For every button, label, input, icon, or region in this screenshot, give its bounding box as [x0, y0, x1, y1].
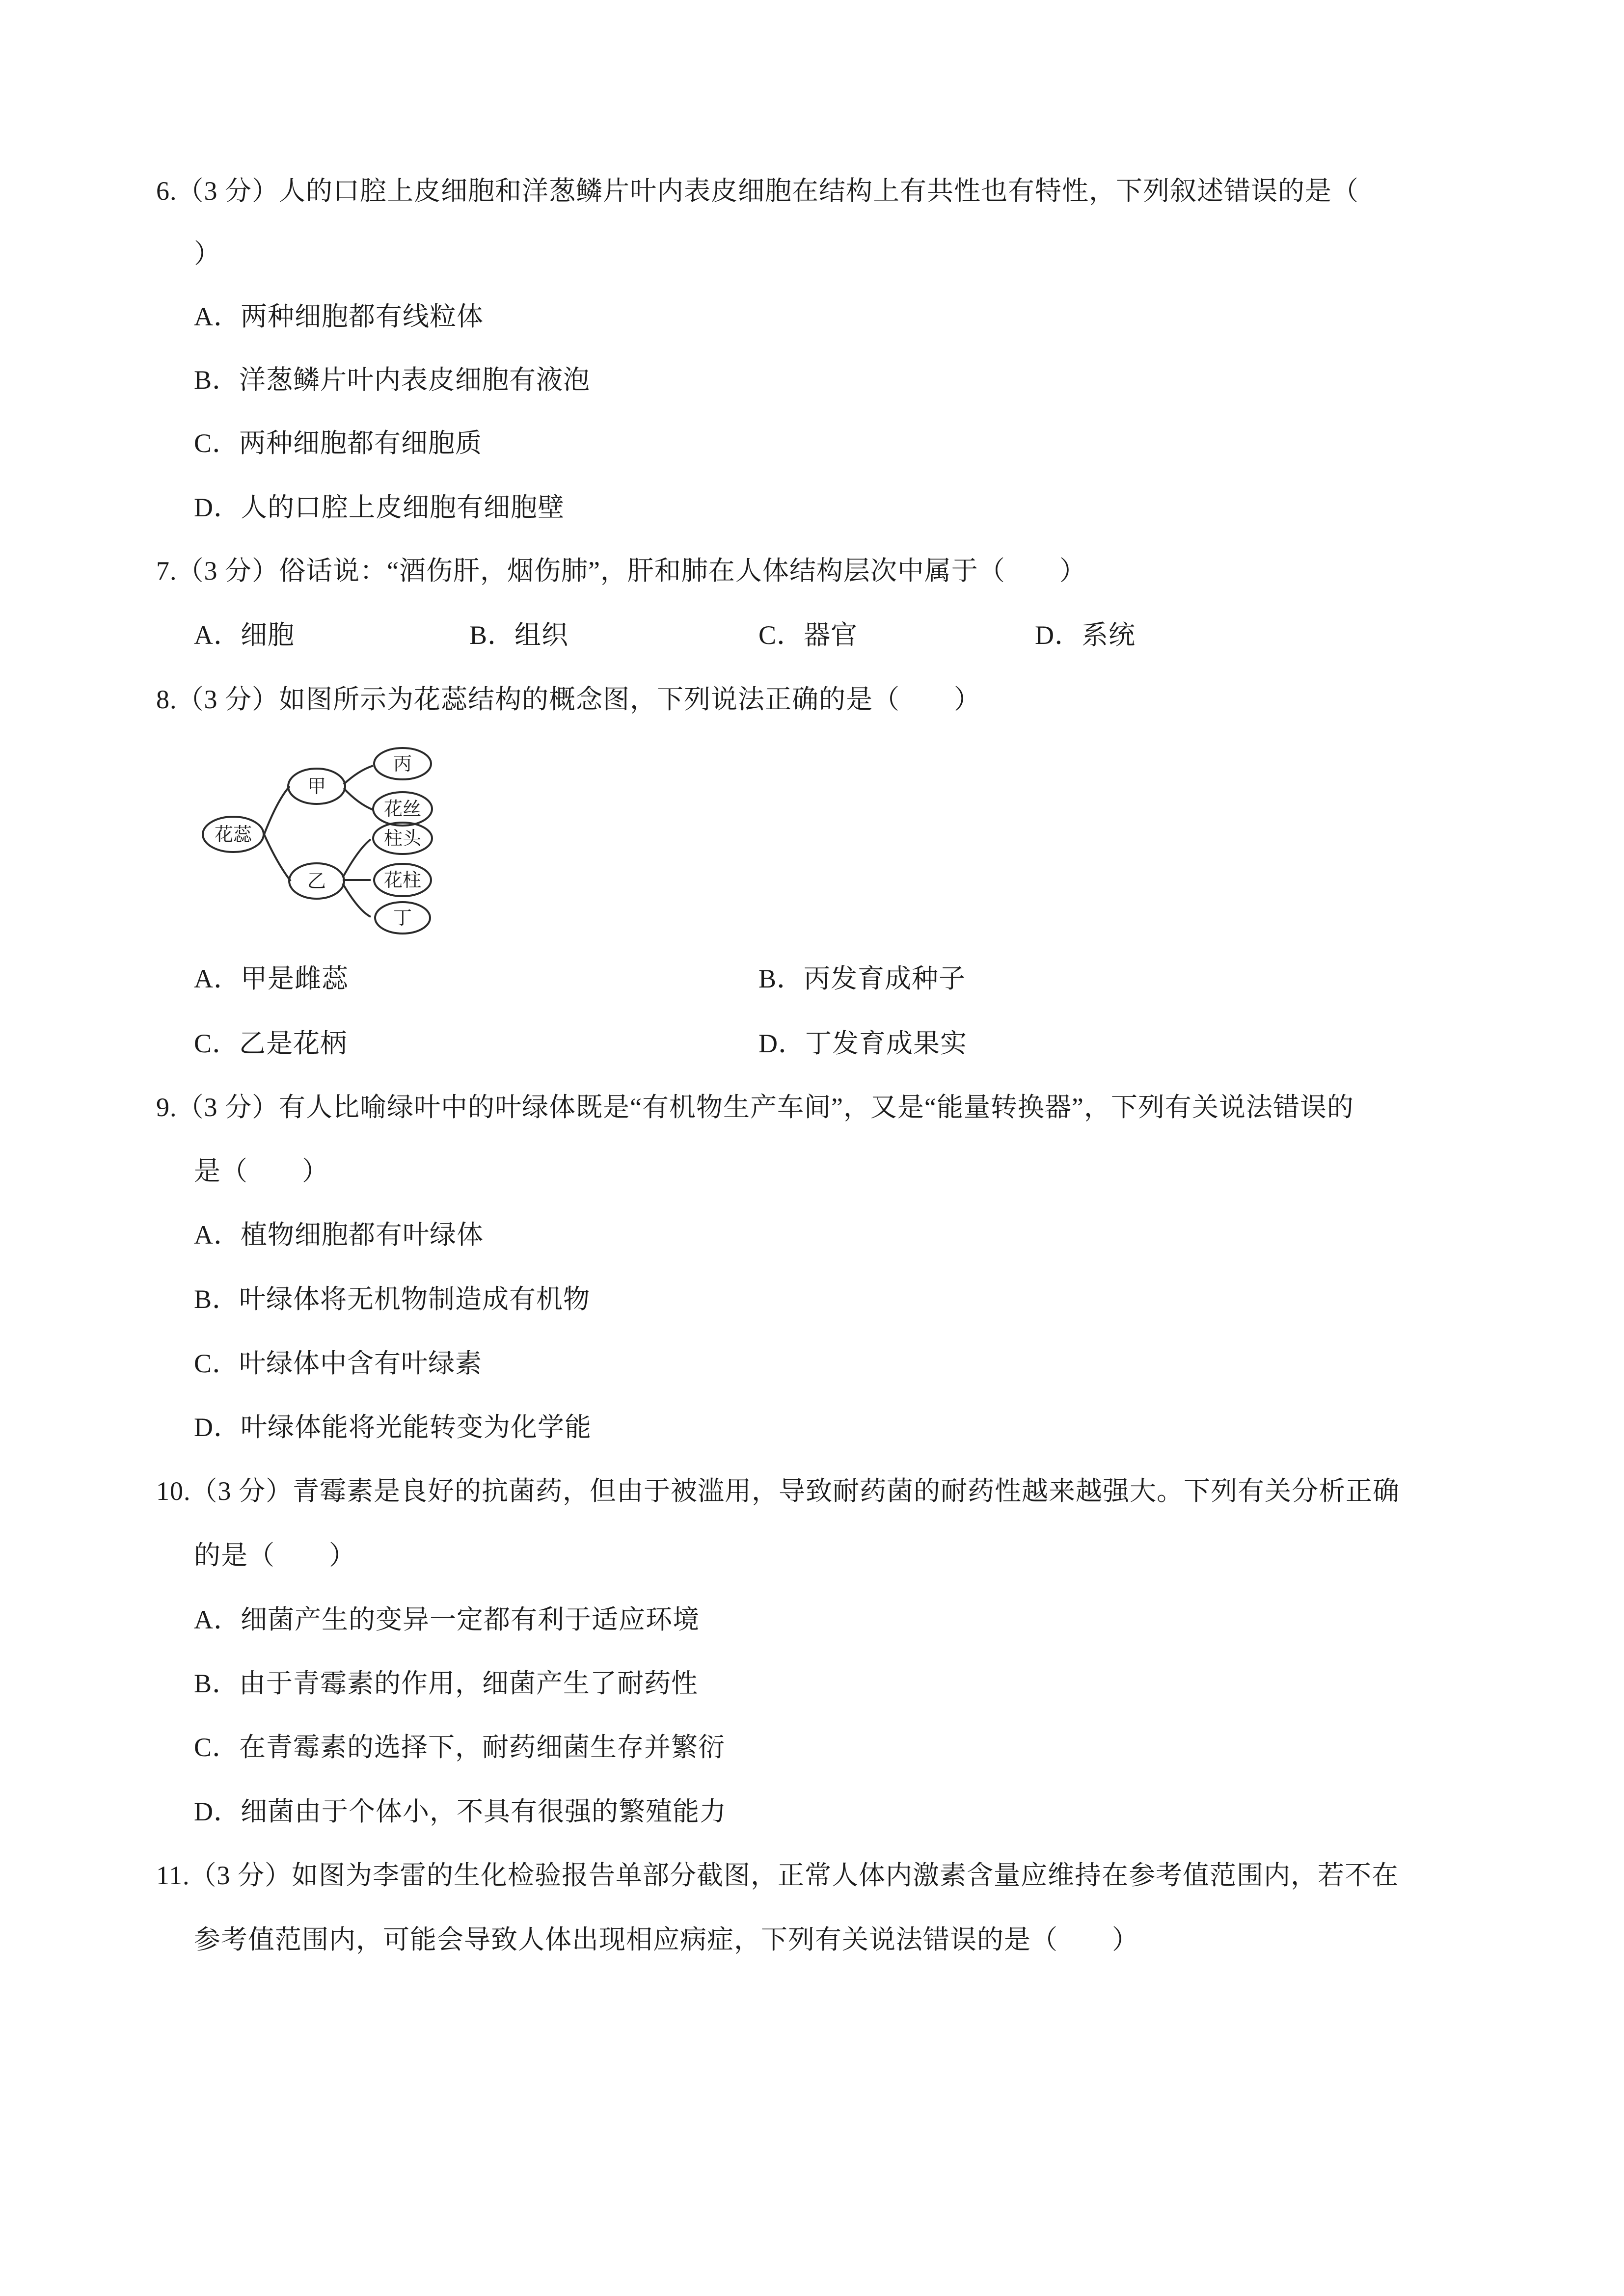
connector-root-branch1 — [264, 786, 290, 834]
node-leaf2-1-label: 柱头 — [383, 828, 422, 849]
question-7-option-a: A．细胞 — [194, 620, 295, 650]
question-11-stem: 11.（3 分）如图为李雷的生化检验报告单部分截图，正常人体内激素含量应维持在参考值范围内，若不在 — [156, 1861, 1399, 1890]
question-7-option-c: C．器官 — [758, 620, 858, 650]
question-8-stem: 8.（3 分）如图所示为花蕊结构的概念图，下列说法正确的是（ ） — [156, 685, 981, 714]
question-9-option-d: D．叶绿体能将光能转变为化学能 — [194, 1413, 592, 1442]
question-7-option-b: B．组织 — [469, 620, 569, 650]
question-10-option-d: D．细菌由于个体小，不具有很强的繁殖能力 — [194, 1797, 727, 1826]
connector-root-branch2 — [264, 834, 291, 881]
question-10-stem-cont: 的是（ ） — [194, 1541, 356, 1570]
node-branch2-label: 乙 — [307, 870, 326, 892]
question-6-option-d: D．人的口腔上皮细胞有细胞壁 — [194, 493, 565, 522]
question-10-option-b: B．由于青霉素的作用，细菌产生了耐药性 — [194, 1669, 699, 1698]
node-branch1-label: 甲 — [307, 775, 326, 797]
connector-branch2-leaf1 — [343, 839, 371, 878]
question-6-option-b: B．洋葱鳞片叶内表皮细胞有液泡 — [194, 365, 591, 395]
question-11-stem-cont: 参考值范围内，可能会导致人体出现相应病症，下列有关说法错误的是（ ） — [194, 1925, 1139, 1954]
question-7-stem: 7.（3 分）俗话说：“酒伤肝，烟伤肺”，肝和肺在人体结构层次中属于（ ） — [156, 556, 1086, 586]
connector-branch2-leaf3 — [343, 883, 371, 917]
question-8-option-c: C．乙是花柄 — [194, 1029, 348, 1058]
question-7-option-d: D．系统 — [1035, 620, 1136, 650]
stamen-concept-diagram — [196, 741, 452, 942]
question-9-stem: 9.（3 分）有人比喻绿叶中的叶绿体既是“有机物生产车间”，又是“能量转换器”，下列有关说法错误的 — [156, 1093, 1354, 1122]
node-leaf2-3-label: 丁 — [393, 907, 412, 929]
connector-branch1-leaf2 — [344, 788, 373, 810]
question-6-stem: 6.（3 分）人的口腔上皮细胞和洋葱鳞片叶内表皮细胞在结构上有共性也有特性，下列叙述错误的是（ — [156, 176, 1359, 206]
question-10-option-a: A．细菌产生的变异一定都有利于适应环境 — [194, 1605, 700, 1634]
question-6-stem-cont: ） — [194, 239, 221, 268]
question-9-stem-cont: 是（ ） — [194, 1156, 329, 1186]
question-9-option-b: B．叶绿体将无机物制造成有机物 — [194, 1284, 591, 1314]
question-10-option-c: C．在青霉素的选择下，耐药细菌生存并繁衍 — [194, 1733, 726, 1762]
question-9-option-a: A．植物细胞都有叶绿体 — [194, 1220, 484, 1250]
question-9-option-c: C．叶绿体中含有叶绿素 — [194, 1349, 483, 1378]
question-6-option-c: C．两种细胞都有细胞质 — [194, 428, 483, 458]
question-8-option-b: B．丙发育成种子 — [758, 964, 966, 993]
node-leaf2-2-label: 花柱 — [383, 869, 422, 891]
node-leaf1-2-label: 花丝 — [383, 798, 422, 820]
question-8-option-d: D．丁发育成果实 — [758, 1029, 967, 1058]
node-root-label: 花蕊 — [214, 824, 252, 845]
question-10-stem: 10.（3 分）青霉素是良好的抗菌药，但由于被滥用，导致耐药菌的耐药性越来越强大。下列有关分析正确 — [156, 1476, 1400, 1506]
question-8-option-a: A．甲是雌蕊 — [194, 964, 349, 993]
question-6-option-a: A．两种细胞都有线粒体 — [194, 302, 484, 331]
node-leaf1-1-label: 丙 — [393, 753, 412, 774]
connector-branch1-leaf1 — [344, 766, 373, 784]
